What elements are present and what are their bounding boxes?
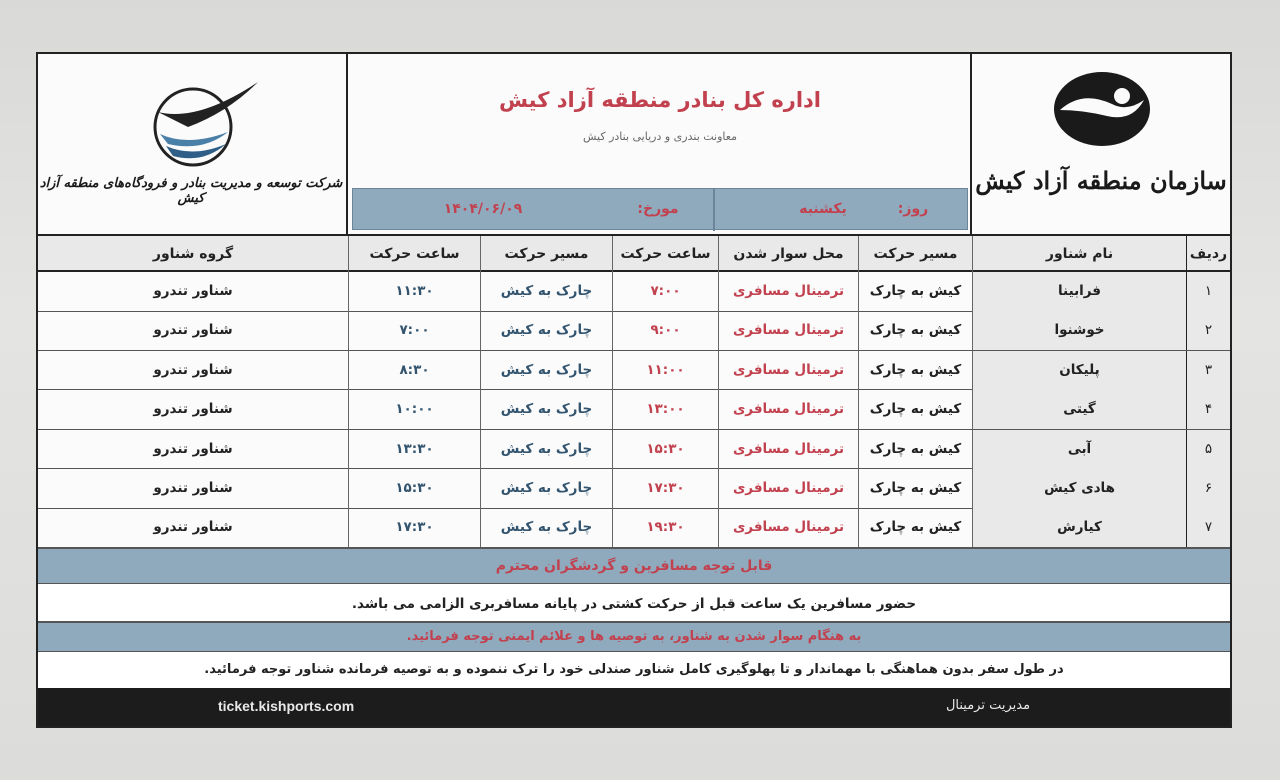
table-row	[38, 508, 1230, 548]
schedule-sheet	[36, 52, 1232, 728]
footer-bar	[38, 688, 1230, 726]
free-zone-emblem-icon	[1052, 70, 1152, 148]
free-zone-logo-block	[972, 54, 1230, 234]
departure-time: ۹:۰۰	[612, 311, 718, 350]
route-out: کیش به چارک	[858, 430, 972, 469]
departure-time: ۷:۰۰	[612, 272, 718, 311]
row-index: ۳	[1186, 351, 1230, 390]
return-time: ۱۰:۰۰	[348, 390, 480, 429]
page-subtitle: معاونت بندری و دریایی بنادر کیش	[583, 130, 737, 143]
return-time: ۱۷:۳۰	[348, 508, 480, 547]
day-value: یکشنبه	[799, 201, 847, 217]
page-title: اداره کل بنادر منطقه آزاد کیش	[499, 88, 821, 112]
boarding-point: ترمینال مسافری	[718, 469, 858, 508]
vessel-name: فرابینا	[972, 272, 1186, 311]
table-row	[38, 272, 1230, 312]
vessel-name: گیتی	[972, 390, 1186, 429]
table-header	[38, 234, 1230, 272]
return-time: ۱۱:۳۰	[348, 272, 480, 311]
notice-arrival: حضور مسافرین یک ساعت قبل از حرکت کشتی در پایانه مسافربری الزامی می باشد.	[38, 584, 1230, 622]
day-label: روز:	[897, 201, 929, 217]
route-back: چارک به کیش	[480, 351, 612, 390]
departure-time: ۱۳:۰۰	[612, 390, 718, 429]
departure-time: ۱۹:۳۰	[612, 508, 718, 547]
free-zone-name: سازمان منطقه آزاد کیش	[975, 166, 1227, 195]
vessel-group: شناور تندرو	[153, 361, 233, 378]
notice-boarding-safety: به هنگام سوار شدن به شناور، به توصیه ها و علائم ایمنی توجه فرمائید.	[38, 622, 1230, 652]
route-back: چارک به کیش	[480, 469, 612, 508]
row-index: ۷	[1186, 508, 1230, 547]
table-row	[38, 390, 1230, 430]
vessel-group: شناور تندرو	[153, 440, 233, 457]
departure-time: ۱۷:۳۰	[612, 469, 718, 508]
return-time: ۸:۳۰	[348, 351, 480, 390]
row-index: ۱	[1186, 272, 1230, 311]
notice-seat: در طول سفر بدون هماهنگی با مهماندار و تا پهلوگیری کامل شناور صندلی خود را ترک ننموده و به توصیه فرمانده شناور توجه فرمائید.	[38, 652, 1230, 688]
port-company-logo-block	[38, 54, 348, 234]
route-out: کیش به چارک	[858, 508, 972, 547]
return-time: ۷:۰۰	[348, 311, 480, 350]
vessel-name: پلیکان	[972, 351, 1186, 390]
col-vessel-name: نام شناور	[972, 236, 1186, 272]
col-route: مسیر حرکت	[858, 236, 972, 272]
table-row	[38, 430, 1230, 470]
vessel-name: خوشنوا	[972, 311, 1186, 350]
header-center	[348, 54, 972, 234]
boarding-point: ترمینال مسافری	[718, 430, 858, 469]
route-out: کیش به چارک	[858, 351, 972, 390]
row-index: ۴	[1186, 390, 1230, 429]
col-return-route: مسیر حرکت	[480, 236, 612, 272]
route-back: چارک به کیش	[480, 390, 612, 429]
port-company-name: شرکت توسعه و مدیریت بنادر و فرودگاه‌های منطقه آزاد کیش	[39, 176, 343, 206]
plane-ship-logo-icon	[148, 72, 268, 172]
date-info-bar	[352, 188, 968, 230]
vessel-name: هادی کیش	[972, 469, 1186, 508]
route-out: کیش به چارک	[858, 311, 972, 350]
vessel-group: شناور تندرو	[153, 480, 233, 496]
terminal-management-signature: مدیریت ترمینال	[945, 698, 1031, 713]
info-divider	[713, 189, 715, 231]
return-time: ۱۵:۳۰	[348, 469, 480, 508]
col-vessel-group: گروه شناور	[152, 246, 234, 262]
boarding-point: ترمینال مسافری	[718, 508, 858, 547]
boarding-point: ترمینال مسافری	[718, 390, 858, 429]
row-index: ۶	[1186, 469, 1230, 508]
notice-heading: قابل توجه مسافرین و گردشگران محترم	[38, 548, 1230, 584]
col-index: ردیف	[1186, 236, 1230, 272]
return-time: ۱۳:۳۰	[348, 430, 480, 469]
table-row	[38, 351, 1230, 391]
route-out: کیش به چارک	[858, 272, 972, 311]
row-index: ۵	[1186, 430, 1230, 469]
boarding-point: ترمینال مسافری	[718, 311, 858, 350]
website-link[interactable]: ticket.kishports.com	[218, 698, 355, 714]
date-label: مورخ:	[637, 201, 679, 217]
route-back: چارک به کیش	[480, 272, 612, 311]
vessel-name: کیارش	[972, 508, 1186, 547]
boarding-point: ترمینال مسافری	[718, 272, 858, 311]
vessel-group: شناور تندرو	[153, 401, 233, 418]
vessel-name: آبی	[972, 430, 1186, 469]
table-row	[38, 311, 1230, 351]
row-index: ۲	[1186, 311, 1230, 350]
date-value: ۱۴۰۴/۰۶/۰۹	[443, 201, 523, 217]
vessel-group: شناور تندرو	[153, 322, 233, 339]
departure-time: ۱۱:۰۰	[612, 351, 718, 390]
route-out: کیش به چارک	[858, 390, 972, 429]
col-departure: ساعت حرکت	[612, 236, 718, 272]
vessel-group: شناور تندرو	[153, 283, 233, 299]
col-boarding: محل سوار شدن	[718, 236, 858, 272]
route-back: چارک به کیش	[480, 430, 612, 469]
departure-time: ۱۵:۳۰	[612, 430, 718, 469]
boarding-point: ترمینال مسافری	[718, 351, 858, 390]
route-back: چارک به کیش	[480, 311, 612, 350]
col-return-time: ساعت حرکت	[348, 236, 480, 272]
vessel-group: شناور تندرو	[153, 519, 233, 536]
table-row	[38, 469, 1230, 509]
route-back: چارک به کیش	[480, 508, 612, 547]
route-out: کیش به چارک	[858, 469, 972, 508]
